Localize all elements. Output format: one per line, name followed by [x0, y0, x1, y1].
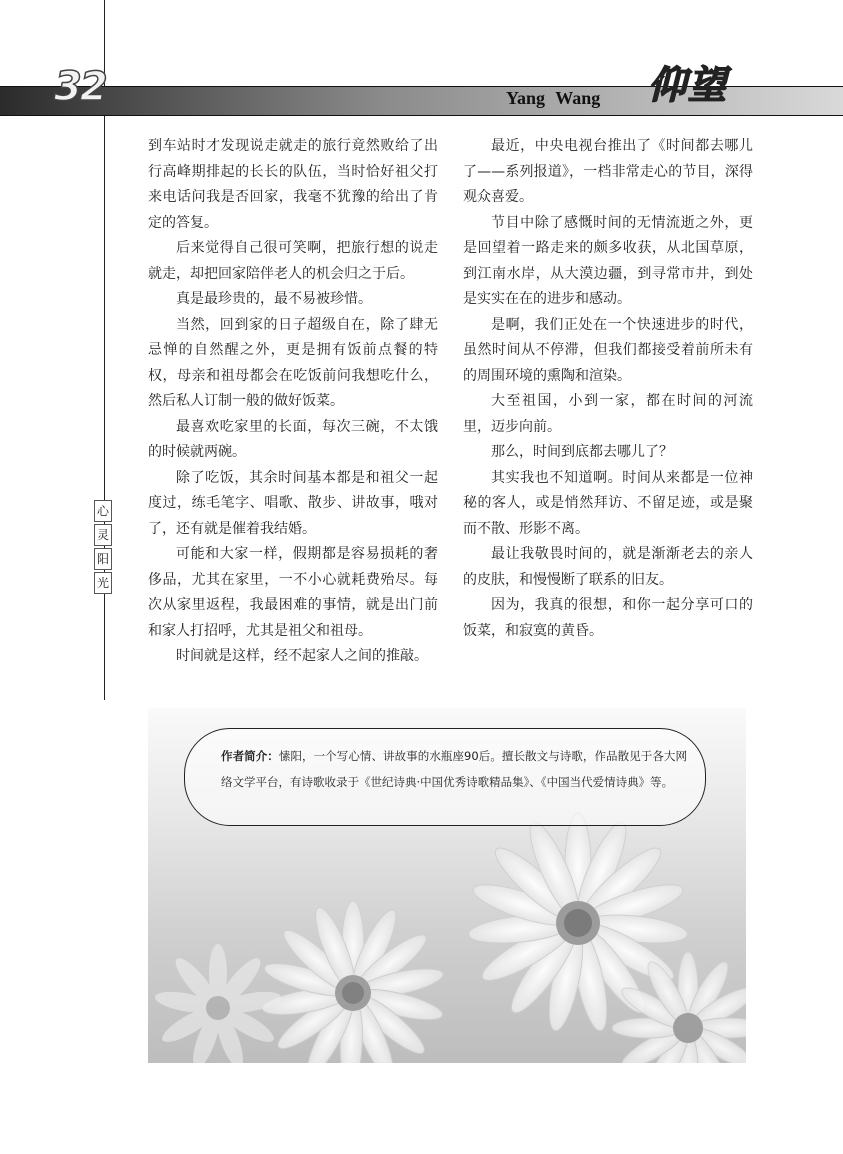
paragraph: 最喜欢吃家里的长面，每次三碗，不太饿的时候就两碗。: [148, 418, 438, 460]
left-column: [148, 134, 438, 670]
paragraph: 除了吃饭，其余时间基本都是和祖父一起度过，练毛笔字、唱歌、散步、讲故事，哦对了，还有就是催着我结婚。: [148, 469, 438, 537]
brand-title: 仰望: [648, 63, 729, 107]
paragraph: 时间就是这样，经不起家人之间的推敲。: [176, 648, 428, 664]
paragraph: 真是最珍贵的，最不易被珍惜。: [176, 291, 372, 307]
author-bio: [184, 728, 706, 826]
daisy-flower: [153, 944, 282, 1063]
paragraph: 那么，时间到底都去哪儿了？: [491, 444, 673, 460]
paragraph: 大至祖国，小到一家，都在时间的河流里，迈步向前。: [463, 393, 753, 435]
page-number: 32: [54, 64, 106, 110]
paragraph: 当然，回到家的日子超级自在，除了肆无忌惮的自然醒之外，更是拥有饭前点餐的特权，母亲和祖母都会在吃饭前问我想吃什么，然后私人订制一般的做好饭菜。: [148, 316, 438, 409]
paragraph: 到车站时才发现说走就走的旅行竟然败给了出行高峰期排起的长长的队伍，当时恰好祖父打来电话问我是否回家，我毫不犹豫的给出了肯定的答复。: [148, 138, 438, 231]
right-column: [463, 134, 753, 644]
bio-label: 作者简介：: [221, 749, 279, 763]
paragraph: 后来觉得自己很可笑啊，把旅行想的说走就走，却把回家陪伴老人的机会归之于后。: [148, 240, 438, 282]
paragraph: 是啊，我们正处在一个快速进步的时代，虽然时间从不停滞，但我们都接受着前所未有的周围环境的熏陶和渲染。: [463, 316, 753, 384]
section-label-char: 灵: [94, 524, 112, 546]
paragraph: 因为，我真的很想，和你一起分享可口的饭菜，和寂寞的黄昏。: [463, 597, 753, 639]
paragraph: 节目中除了感慨时间的无情流逝之外，更是回望着一路走来的颇多收获，从北国草原，到江南水岸，从大漠边疆，到寻常市井，到处是实实在在的进步和感动。: [463, 214, 753, 307]
paragraph: 可能和大家一样，假期都是容易损耗的奢侈品，尤其在家里，一不小心就耗费殆尽。每次从家里返程，我最困难的事情，就是出门前和家人打招呼，尤其是祖父和祖母。: [148, 546, 438, 639]
section-label-char: 光: [94, 572, 112, 594]
paragraph: 其实我也不知道啊。时间从来都是一位神秘的客人，或是悄然拜访、不留足迹，或是聚而不散、形影不离。: [463, 469, 753, 537]
section-label-char: 心: [94, 500, 112, 522]
author-name: Yang Wang: [506, 88, 601, 108]
paragraph: 最近，中央电视台推出了《时间都去哪儿了——系列报道》，一档非常走心的节目，深得观众喜爱。: [463, 138, 753, 205]
section-label: [94, 500, 112, 594]
bio-text: 愫阳，一个写心情、讲故事的水瓶座90后。擅长散文与诗歌，作品散见于各大网络文学平台，有诗歌收录于《世纪诗典·中国优秀诗歌精品集》、《中国当代爱情诗典》等。: [221, 749, 687, 789]
daisy-flower: [260, 901, 445, 1063]
section-label-char: 阳: [94, 548, 112, 570]
paragraph: 最让我敬畏时间的，就是渐渐老去的亲人的皮肤，和慢慢断了联系的旧友。: [463, 546, 753, 588]
